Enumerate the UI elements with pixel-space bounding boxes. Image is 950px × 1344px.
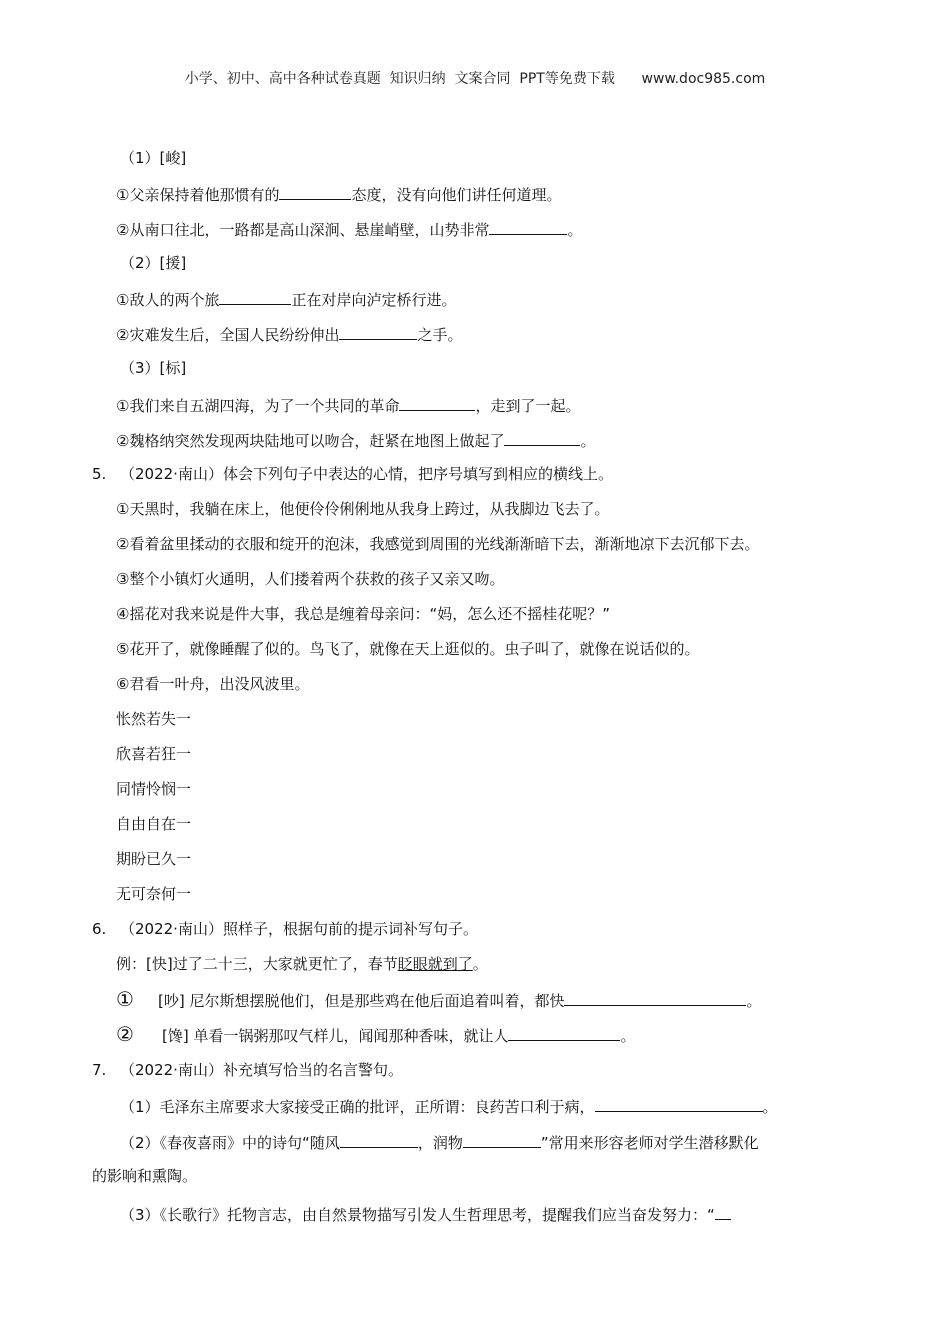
answer-blank[interactable]: [463, 1131, 541, 1148]
q7-item-2-continued: 的影响和熏陶。: [92, 1167, 198, 1185]
q4-item-2b: ②灾难发生后，全国人民纷纷伸出 之手。: [116, 323, 462, 345]
answer-blank[interactable]: [340, 1131, 418, 1148]
q5-mood: 无可奈何一: [116, 885, 192, 903]
answer-blank[interactable]: [219, 288, 291, 305]
q4-item-3b: ②魏格纳突然发现两块陆地可以吻合，赶紧在地图上做起了 。: [116, 429, 595, 451]
q4-subheading-1: （1）[峻]: [120, 149, 187, 167]
q5-mood: 同情怜悯一: [116, 780, 192, 798]
answer-blank[interactable]: [339, 323, 417, 340]
q4-item-3a: ①我们来自五湖四海，为了一个共同的革命 ，走到了一起。: [116, 394, 580, 416]
answer-blank[interactable]: [399, 394, 475, 411]
q5-sentence: ②看着盆里揉动的衣服和绽开的泡沫，我感觉到周围的光线渐渐暗下去，渐渐地凉下去沉郁下去。: [116, 535, 760, 553]
answer-blank[interactable]: [279, 183, 351, 200]
q4-subheading-3: （3）[标]: [120, 359, 187, 377]
answer-blank[interactable]: [504, 429, 580, 446]
q5-mood: 自由自在一: [116, 815, 192, 833]
q7-item-3: （3）《长歌行》托物言志，由自然景物描写引发人生哲理思考，提醒我们应当奋发努力：“: [120, 1203, 731, 1225]
q7-item-2: （2）《春夜喜雨》中的诗句“随风 ，润物 ”常用来形容老师对学生潜移默化: [120, 1131, 759, 1153]
q5-mood: 期盼已久一: [116, 850, 192, 868]
q5-mood: 欣喜若狂一: [116, 745, 192, 763]
q5-sentence: ③整个小镇灯火通明，人们搂着两个获救的孩子又亲又吻。: [116, 570, 505, 588]
answer-blank[interactable]: [564, 989, 746, 1006]
q4-item-1a: ①父亲保持着他那惯有的 态度，没有向他们讲任何道理。: [116, 183, 561, 205]
question-stem: （2022·南山）补充填写恰当的名言警句。: [120, 1061, 403, 1079]
q6-item-2: ② [馋] 单看一锅粥那叹气样儿，闻闻那种香味，就让人 。: [116, 1022, 636, 1046]
question-stem: （2022·南山）照样子，根据句前的提示词补写句子。: [120, 920, 478, 938]
q7-item-1: （1）毛泽东主席要求大家接受正确的批评，正所谓：良药苦口利于病， 。: [120, 1095, 778, 1117]
q5-sentence: ⑤花开了，就像睡醒了似的。鸟飞了，就像在天上逛似的。虫子叫了，就像在说话似的。: [116, 640, 700, 658]
answer-blank[interactable]: [715, 1203, 731, 1220]
q6-item-1: ① [吵] 尼尔斯想摆脱他们，但是那些鸡在他后面追着叫着，都快 。: [116, 987, 762, 1011]
q5-mood: 怅然若失一: [116, 710, 192, 728]
q6-example: 例：[快]过了二十三，大家就更忙了，春节眨眼就到了。: [116, 955, 488, 973]
q4-subheading-2: （2）[援]: [120, 254, 187, 272]
q4-item-1b: ②从南口往北，一路都是高山深涧、悬崖峭壁，山势非常 。: [116, 218, 582, 240]
question-stem: （2022·南山）体会下列句子中表达的心情，把序号填写到相应的横线上。: [120, 465, 613, 483]
q5-sentence: ①天黑时，我躺在床上，他便伶伶俐俐地从我身上跨过，从我脚边飞去了。: [116, 500, 610, 518]
question-number: 5.: [92, 465, 107, 483]
q5-sentence: ④摇花对我来说是件大事，我总是缠着母亲问：“妈，怎么还不摇桂花呢？”: [116, 605, 610, 623]
answer-blank[interactable]: [595, 1095, 763, 1112]
answer-blank[interactable]: [508, 1024, 620, 1041]
answer-blank[interactable]: [489, 218, 567, 235]
q5-sentence: ⑥君看一叶舟，出没风波里。: [116, 675, 310, 693]
question-number: 7.: [92, 1061, 107, 1079]
page-header: 小学、初中、高中各种试卷真题 知识归纳 文案合同 PPT等免费下载 www.doc985.com: [184, 71, 766, 87]
q4-item-2a: ①敌人的两个旅 正在对岸向泸定桥行进。: [116, 288, 456, 310]
question-number: 6.: [92, 920, 107, 938]
